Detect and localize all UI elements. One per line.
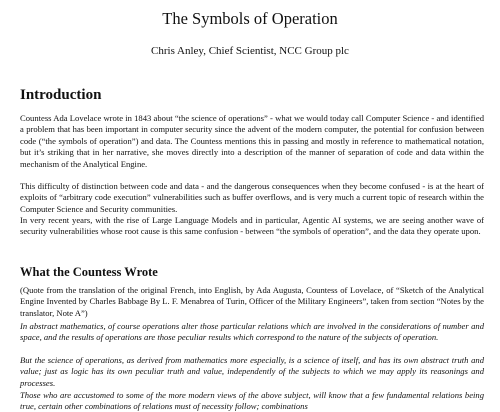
quote-paragraph: But the science of operations, as derived from mathematics more especially, is a science of itself, and has its own abstract truth and value; just as logic has its own peculiar truth and value, independently of the subjects to which we may apply its reasonings and processes.: [20, 355, 484, 388]
intro-paragraph: This difficulty of distinction between code and data - and the dangerous consequences when they become confused - is at the heart of exploits of “arbitrary code execution” vulnerabilities such as buffer overflows, and is very much a current topic of research within the Computer Science and Security communities.: [20, 181, 484, 214]
intro-paragraph: Countess Ada Lovelace wrote in 1843 about “the science of operations” - what we would today call Computer Science - and identified a problem that has been important in computer security since the advent of the modern computer, the potential for confusion between code (“the symbols of operation”) and data. The Countess mentions this in passing and mostly in reference to mathematical notation, but it’s striking that in her narrative, she moves directly into a description of the manner of separation of code and data within the mechanism of the Analytical Engine.: [20, 113, 484, 169]
section-heading-introduction: Introduction: [20, 87, 102, 103]
quote-paragraph: Those who are accustomed to some of the more modern views of the above subject, will know that a few fundamental relations being true, certain other combinations of relations must of necessity follow; combinations: [20, 390, 484, 412]
section-heading-countess: What the Countess Wrote: [20, 265, 158, 279]
document-title: The Symbols of Operation: [162, 9, 338, 28]
quote-paragraph: In abstract mathematics, of course operations alter those particular relations which are involved in the considerations of number and space, and the results of operations are those peculiar results which correspond to the nature of the subjects of operation.: [20, 321, 484, 343]
source-note: (Quote from the translation of the original French, into English, by Ada Augusta, Countess of Lovelace, of “Sketch of the Analytical Engine Invented by Charles Babbage By L. F. Menabrea of Turin, Officer of the Military Engineers”, taken from section “Notes by the translator, Note A”): [20, 285, 484, 318]
document-author: Chris Anley, Chief Scientist, NCC Group plc: [151, 45, 349, 57]
intro-paragraph: In very recent years, with the rise of Large Language Models and in particular, Agentic AI systems, we are seeing another wave of security vulnerabilities whose root cause is this same confusion - between “the symbols of operation”, and the data they operate upon.: [20, 215, 484, 237]
